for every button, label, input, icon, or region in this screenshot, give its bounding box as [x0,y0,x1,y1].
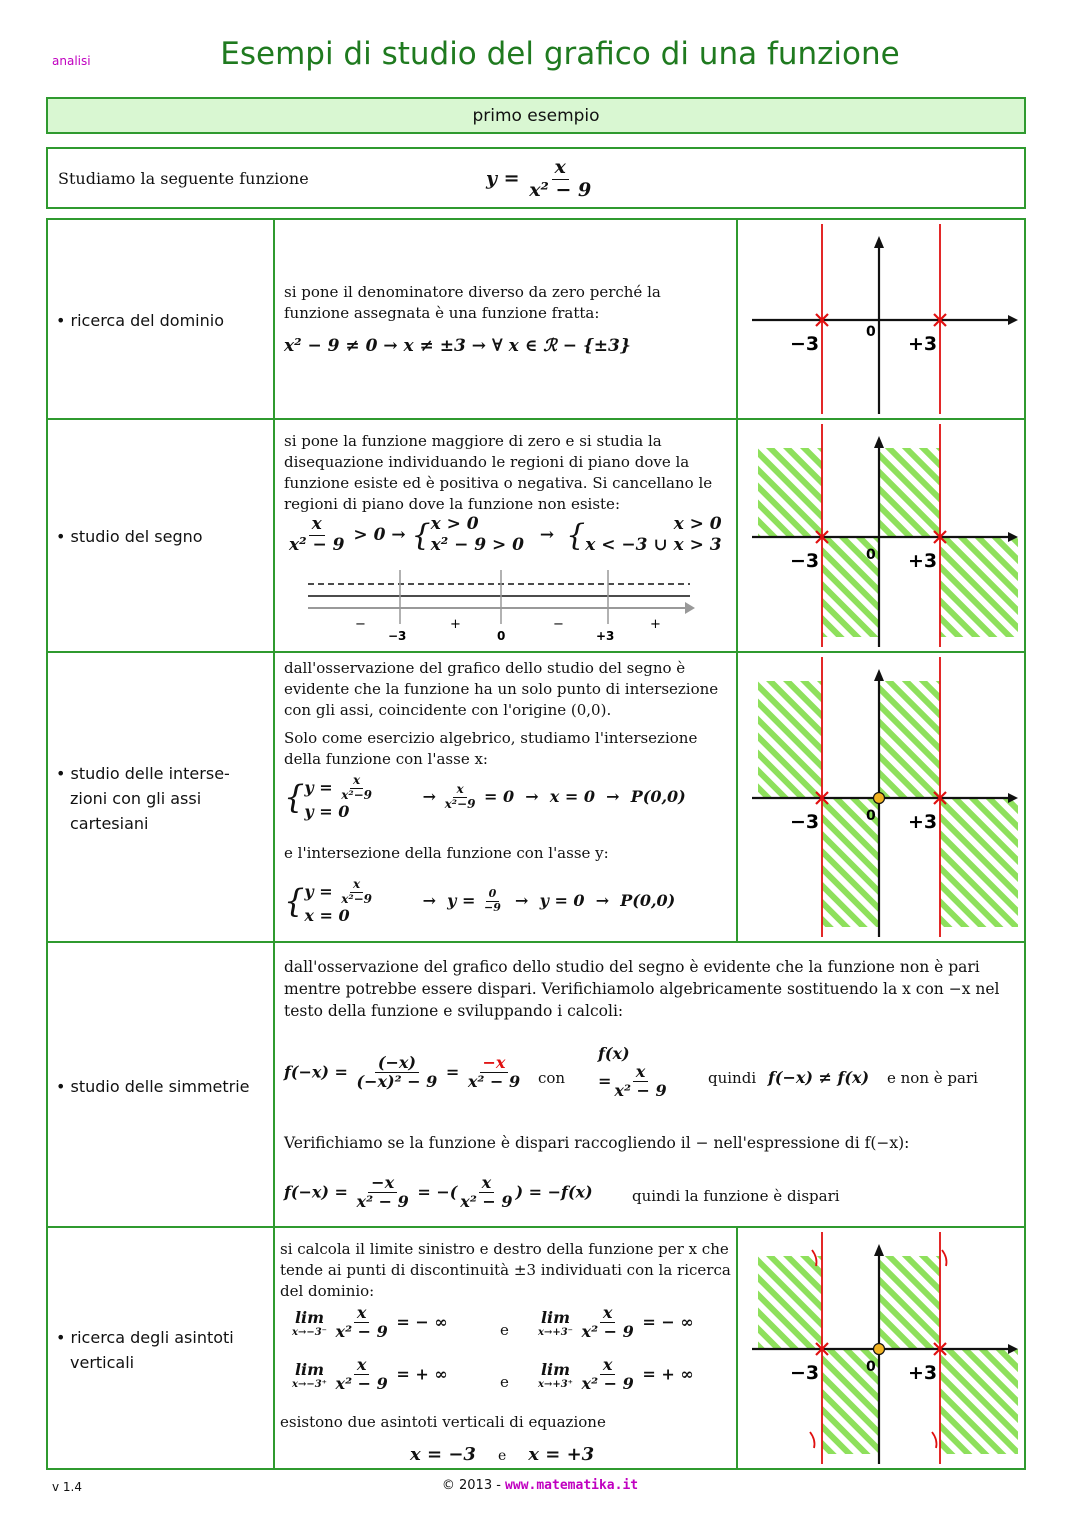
simmetrie-fx: f(x) = $\frac{x}{\text{x² − 9}}$ [598,1044,667,1101]
sign-2: + [450,617,461,632]
asintoti-limit-1: lim x→−3⁻ $\frac{x}{\text{x² − 9}}$ = − ∞ [292,1303,448,1342]
simmetrie-neq: f(−x) ≠ f(x) [768,1068,870,1087]
y-axis-arrow [874,236,884,248]
asintoti-label-2: verticali [70,1353,135,1372]
simmetrie-quindi-2: quindi la funzione è dispari [632,1187,840,1205]
intersezioni-label-3: cartesiani [70,814,149,833]
hatch-upper-left [758,1256,822,1349]
segno-ineq: > 0 → [353,524,406,545]
tick-label-2: 0 [497,629,506,643]
y-axis-arrow [874,436,884,448]
graph-label-left: −3 [790,811,820,833]
tick-label-1: −3 [388,629,407,643]
simmetrie-math-2: f(−x) = $\frac{-x}{\text{x² − 9}}$ = −( $\frac{x}{\text{x² − 9}}$ ) = −f(x) [284,1173,593,1212]
graph-label-right: +3 [908,811,938,833]
simmetrie-text-2: Verifichiamo se la funzione è dispari raccogliendo il − nell'espressione di f(−x): [284,1134,910,1152]
asintoti-limit-4: lim x→+3⁺ $\frac{x}{\text{x² − 9}}$ = + ∞ [538,1355,694,1394]
segno-sys2b: x < −3 ∪ x > 3 [585,535,722,556]
copyright: © 2013 - www.matematika.it [441,1478,639,1493]
row-label-segno: • studio del segno [56,527,203,546]
asintoti-e-2: e [500,1373,509,1391]
graph-segno [738,420,1024,651]
sign-4: + [650,617,661,632]
graph-label-origin: 0 [866,808,876,824]
segno-sys1a: x > 0 [430,514,479,534]
simmetrie-quindi: quindi [708,1069,757,1087]
graph-label-right: +3 [908,1362,938,1384]
graph-label-right: +3 [908,550,938,572]
asintoti-text-2: esistono due asintoti verticali di equazione [280,1413,606,1431]
asymptote-branch-2 [942,1250,947,1266]
asintoti-text-1: si calcola il limite sinistro e destro della funzione per x che tende ai punti di discontinuità ±3 individuati con la ricerca del dominio: [280,1240,731,1300]
intersezioni-math-y: { y = $\frac{x}{\text{x²−9}}$ x = 0 → y = $\frac{0}{-9}$ → y = 0 → P(0,0) [284,877,676,925]
y-axis-arrow [874,669,884,681]
simmetrie-text-1: dall'osservazione del grafico dello studio del segno è evidente che la funzione non è pari mentre potrebbe essere dispari. Verifichiamolo algebricamente sostituendo la x con −x nel testo della funzione e sviluppando i calcoli: [284,958,1000,1020]
intro-formula [486,157,594,202]
graph-label-origin: 0 [866,1359,876,1375]
hatch-lower-right [940,537,1018,637]
segno-sys2a: x > 0 [673,514,722,534]
row-label-intersezioni [56,761,230,836]
hatch-lower-right [940,798,1018,927]
graph-label-left: −3 [790,550,820,572]
dominio-math: x² − 9 ≠ 0 → x ≠ ±3 → ∀ x ∈ ℛ − {±3} [284,336,631,356]
graph-dominio [738,220,1024,418]
sign-arrow [685,602,695,614]
segno-text: si pone la funzione maggiore di zero e si studia la disequazione individuando le regioni di piano dove la funzione esiste ed è positiva o negativa. Si cancellano le regioni di piano dove la funzione non esiste: [284,432,713,513]
intersezioni-text-1: dall'osservazione del grafico dello studio del segno è evidente che la funzione ha un solo punto di intersezione con gli assi, coincidente con l'origine (0,0). [284,659,719,719]
segno-sys1b: x² − 9 > 0 [430,535,524,556]
version-label: v 1.4 [52,1480,82,1494]
intro-text: Studiamo la seguente funzione [58,169,309,188]
origin-point [874,793,885,804]
sign-1: − [355,617,366,632]
intersezioni-label-2: zioni con gli assi [70,789,202,808]
graph-label-left: −3 [790,333,820,355]
graph-label-origin: 0 [866,324,876,340]
intersezioni-label-1: • studio delle interse- [56,764,230,783]
site-link[interactable]: www.matematika.it [505,1478,639,1493]
asintoti-limit-2: lim x→+3⁻ $\frac{x}{\text{x² − 9}}$ = − ∞ [538,1303,694,1342]
hatch-lower-right [940,1349,1018,1454]
segno-math: $\frac{x}{\text{x² − 9}}$ > 0 → { x > 0 x² − 9 > 0 → { x > 0 x < −3 ∪ x > 3 [289,514,722,556]
intersezioni-math-x: { y = $\frac{x}{\text{x²−9}}$ y = 0 → $\frac{x}{\text{x²−9}}$ = 0 → x = 0 → P(0,0) [284,773,686,821]
graph-label-left: −3 [790,1362,820,1384]
tick-label-3: +3 [596,629,615,643]
asintoti-limit-3: lim x→−3⁺ $\frac{x}{\text{x² − 9}}$ = + ∞ [292,1355,448,1394]
example-label: primo esempio [472,106,600,126]
hatch-upper-left [758,448,822,537]
graph-intersezioni [738,653,1024,941]
hatch-upper-middle [879,448,940,537]
sign-chart [300,568,700,648]
graph-label-origin: 0 [866,547,876,563]
row-label-simmetrie: • studio delle simmetrie [56,1077,250,1096]
row-label-dominio: • ricerca del dominio [56,311,224,330]
asintoti-label-1: • ricerca degli asintoti [56,1328,234,1347]
asymptote-branch-3 [810,1432,815,1448]
simmetrie-con: con [538,1069,566,1087]
section-tag: analisi [52,54,91,68]
asintoti-eq: x = −3 e x = +3 [410,1444,595,1465]
segno-arrow: → [539,524,555,545]
asymptote-branch-4 [932,1432,937,1448]
graph-label-right: +3 [908,333,938,355]
intro-num: x [552,157,569,180]
simmetrie-nonpari: e non è pari [887,1069,978,1087]
x-axis-arrow [1008,315,1018,325]
page-title: Esempi di studio del grafico di una funzione [220,36,900,72]
origin-point [874,1344,885,1355]
intro-box [46,147,1026,209]
sign-3: − [553,617,564,632]
intro-lhs: y = [486,167,520,190]
dominio-text: si pone il denominatore diverso da zero perché la funzione assegnata è una funzione fratta: [284,283,661,322]
y-axis-arrow [874,1244,884,1256]
row-label-asintoti [56,1325,234,1375]
intro-den: x² − 9 [529,178,592,201]
graph-asintoti [738,1228,1024,1468]
intersezioni-text-3: e l'intersezione della funzione con l'asse y: [284,844,609,862]
intersezioni-text-2: Solo come esercizio algebrico, studiamo l'intersezione della funzione con l'asse x: [284,729,698,768]
asintoti-e-1: e [500,1321,509,1339]
example-band [46,97,1026,134]
simmetrie-math-1: f(−x) = $\frac{(-x)}{\text{(−x)² − 9}}$ = $\frac{-x}{\text{x² − 9}}$ [284,1053,521,1092]
hatch-upper-middle [879,681,940,798]
hatch-upper-middle [879,1256,940,1349]
hatch-upper-left [758,681,822,798]
